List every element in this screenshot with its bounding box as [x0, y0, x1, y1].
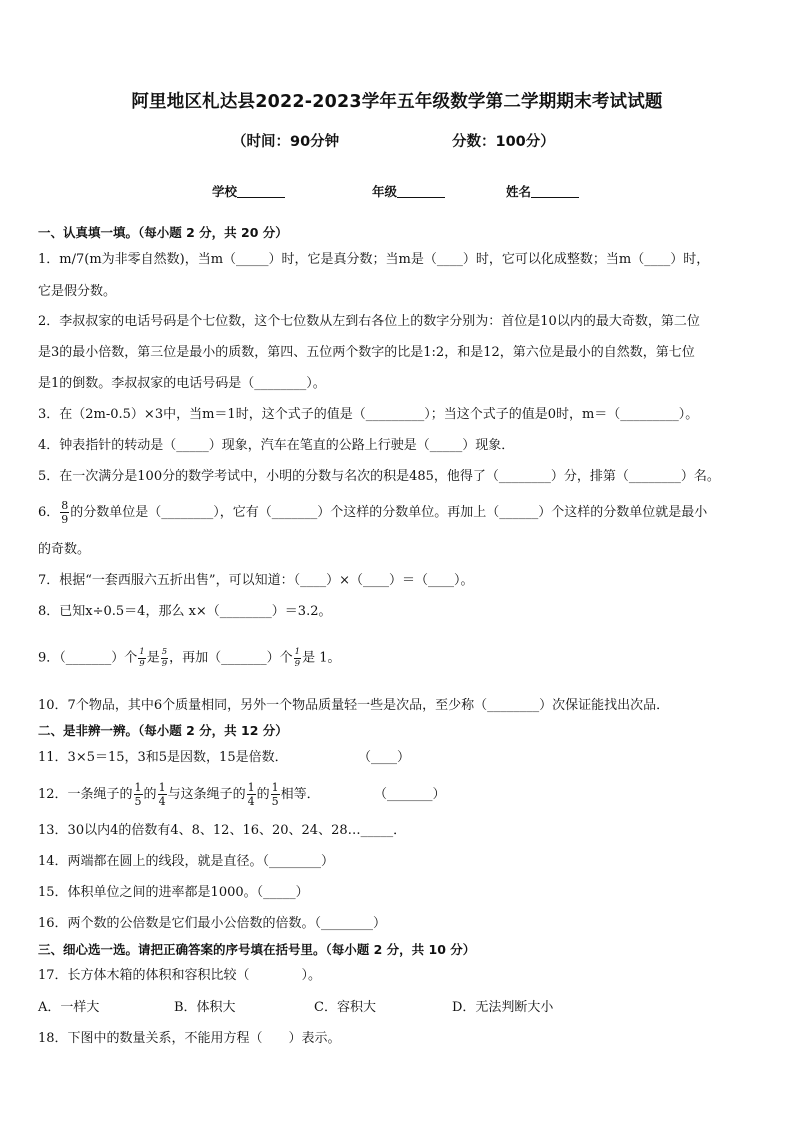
- option-a[interactable]: A．一样大: [38, 1000, 100, 1015]
- fraction-numerator: 1: [247, 781, 255, 794]
- fraction-numerator: 1: [271, 781, 279, 794]
- fraction-1-5: [134, 782, 143, 807]
- question-6-line2: 的奇数。: [38, 542, 91, 557]
- fraction-numerator: 1: [294, 647, 301, 657]
- question-12: [38, 782, 763, 807]
- fraction-5-9: [161, 648, 168, 668]
- fraction-numerator: 1: [134, 781, 142, 794]
- fraction-1-9: [294, 648, 301, 668]
- question-9-part: 是 1。: [302, 650, 341, 666]
- question-1-line2: 它是假分数。: [38, 284, 117, 299]
- question-14: 14．两端都在圆上的线段，就是直径。（________）: [38, 854, 335, 869]
- question-13: 13．30以内4的倍数有4、8、12、16、20、24、28…_____．: [38, 823, 407, 838]
- fraction-numerator: 8: [61, 499, 69, 512]
- question-9-part: 9．（_______）个: [38, 650, 138, 666]
- question-8: 8．已知x÷0.5＝4，那么 x×（________）＝3.2。: [38, 604, 332, 619]
- school-label: 学校: [212, 184, 238, 199]
- section1-heading: 一、认真填一填。（每小题 2 分，共 20 分）: [38, 225, 288, 240]
- question-5: 5．在一次满分是100分的数学考试中，小明的分数与名次的积是485，他得了（________）分，排第（________）名。: [38, 469, 720, 484]
- fraction-1-5: [271, 782, 280, 807]
- school-field: [212, 182, 285, 200]
- question-4: 4．钟表指针的转动是（_____）现象，汽车在笔直的公路上行驶是（_____）现象．: [38, 438, 515, 453]
- question-12-part: 与这条绳子的: [167, 787, 246, 802]
- question-2-line2: 是3的最小倍数，第三位是最小的质数，第四、五位两个数字的比是1:2，和是12，第六位是最小的自然数，第七位: [38, 345, 695, 360]
- name-label: 姓名: [506, 184, 532, 199]
- question-12-part: 12．一条绳子的: [38, 787, 133, 802]
- question-16: 16．两个数的公倍数是它们最小公倍数的倍数。（________）: [38, 916, 387, 931]
- question-9-part: ，再加（_______）个: [169, 650, 293, 666]
- school-blank[interactable]: [237, 185, 285, 198]
- question-2-line1: 2．李叔叔家的电话号码是个七位数，这个七位数从左到右各位上的数字分别为：首位是10以内的最大奇数，第二位: [38, 314, 700, 329]
- exam-time: （时间：90分钟: [232, 134, 340, 150]
- exam-score: 分数：100分）: [452, 134, 555, 150]
- grade-field: [372, 182, 445, 200]
- fraction-denominator: 9: [61, 513, 69, 526]
- question-12-part: 的: [256, 787, 270, 802]
- question-2-line3: 是1的倒数。李叔叔家的电话号码是（________）。: [38, 376, 326, 391]
- fraction-denominator: 4: [158, 795, 166, 808]
- question-7: 7．根据“一套西服六五折出售”，可以知道：（____）×（____）＝（____）。: [38, 573, 474, 588]
- question-6-line1: [38, 500, 763, 525]
- page-title: 阿里地区札达县2022-2023学年五年级数学第二学期期末考试试题: [131, 92, 663, 112]
- question-9-part: 是: [146, 650, 160, 666]
- grade-label: 年级: [372, 184, 398, 199]
- fraction-denominator: 5: [134, 795, 142, 808]
- question-3: 3．在（2m-0.5）×3中，当m＝1时，这个式子的值是（_________）；当这个式子的值是0时，m＝（_________）。: [38, 407, 699, 422]
- grade-blank[interactable]: [397, 185, 445, 198]
- fraction-1-4: [158, 782, 167, 807]
- fraction-numerator: 1: [139, 647, 145, 657]
- option-b[interactable]: B．体积大: [174, 1000, 236, 1015]
- question-11-text: 11．3×5＝15，3和5是因数，15是倍数．: [38, 750, 288, 765]
- question-6-text: 的分数单位是（________），它有（_______）个这样的分数单位。再加上（______）个这样的分数单位就是最小: [70, 505, 708, 520]
- fraction-8-9: [60, 500, 69, 525]
- fraction-denominator: 4: [247, 795, 255, 808]
- option-c[interactable]: C．容积大: [314, 1000, 376, 1015]
- question-9: [38, 648, 763, 668]
- question-11: [38, 749, 763, 766]
- question-6-number: 6．: [38, 505, 60, 520]
- fraction-denominator: 5: [271, 795, 279, 808]
- name-field: [506, 182, 579, 200]
- question-15: 15．体积单位之间的进率都是1000。（_____）: [38, 885, 309, 900]
- question-12-part: 相等．: [280, 787, 320, 802]
- section2-heading: 二、是非辨一辨。（每小题 2 分，共 12 分）: [38, 723, 288, 738]
- fraction-denominator: 9: [139, 658, 145, 669]
- fraction-numerator: 1: [158, 781, 166, 794]
- question-12-part: 的: [143, 787, 157, 802]
- fraction-1-9: [138, 648, 145, 668]
- section3-heading: 三、细心选一选。请把正确答案的序号填在括号里。（每小题 2 分，共 10 分）: [38, 942, 476, 957]
- option-d[interactable]: D．无法判断大小: [452, 1000, 554, 1015]
- fraction-denominator: 9: [294, 658, 301, 669]
- question-12-blank[interactable]: （_______）: [374, 787, 446, 802]
- question-10: 10．7个物品，其中6个质量相同，另外一个物品质量轻一些是次品，至少称（________）次保证能找出次品．: [38, 698, 670, 713]
- question-17: 17．长方体木箱的体积和容积比较（ ）。: [38, 968, 322, 983]
- fraction-numerator: 5: [161, 647, 168, 657]
- name-blank[interactable]: [531, 185, 579, 198]
- fraction-1-4: [247, 782, 256, 807]
- question-1-line1: 1．m/7(m为非零自然数)，当m（_____）时，它是真分数；当m是（____）时，它可以化成整数；当m（____）时，: [38, 252, 710, 267]
- question-11-blank[interactable]: （____）: [358, 750, 411, 765]
- fraction-denominator: 9: [161, 658, 168, 669]
- question-18: 18．下图中的数量关系，不能用方程（ ）表示。: [38, 1031, 341, 1046]
